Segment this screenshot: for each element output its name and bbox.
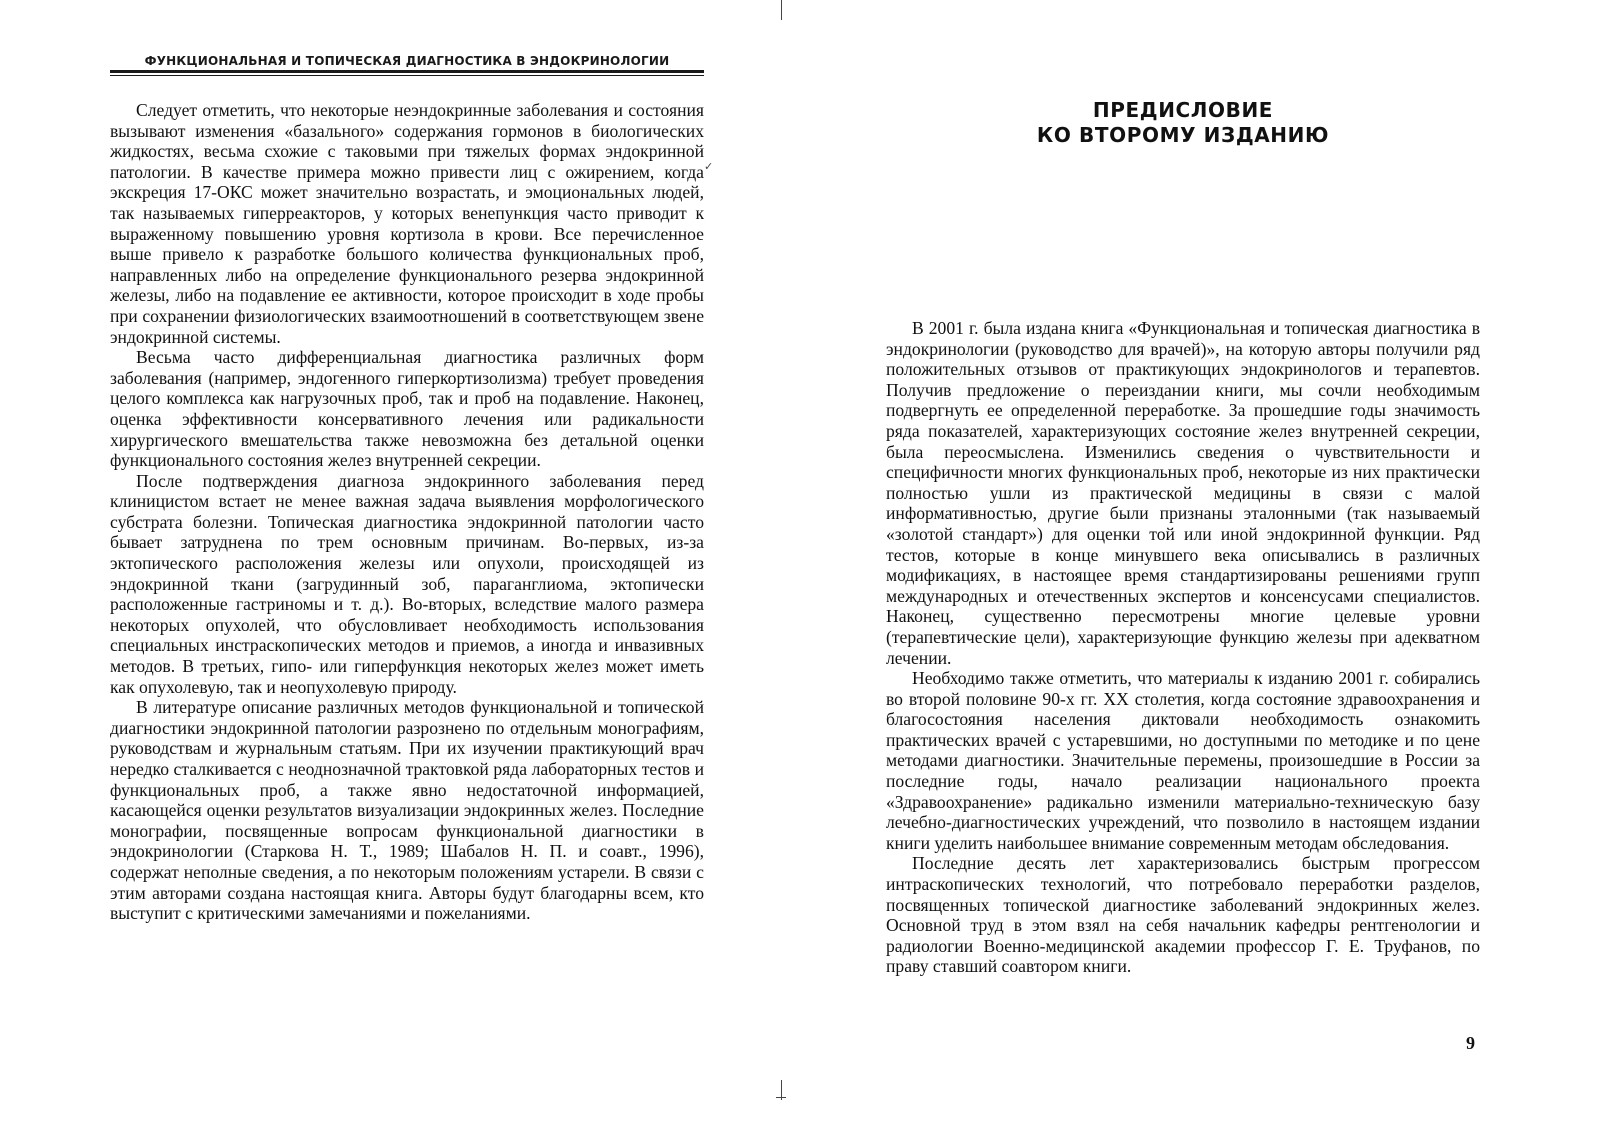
chapter-title-line-1: ПРЕДИСЛОВИЕ	[1092, 98, 1274, 122]
left-page	[110, 0, 704, 1125]
right-page-body	[886, 318, 1480, 977]
gutter-mark-tick	[776, 1097, 786, 1098]
gutter-mark-top	[781, 0, 782, 20]
chapter-title-line-2: КО ВТОРОМУ ИЗДАНИЮ	[1036, 123, 1330, 147]
paragraph: Последние десять лет характеризовались быстрым прогрессом интраскопических технологий, что потребовало переработки разделов, посвященных топической диагностике заболеваний эндокринных желез. Основной труд в этом взял на себя начальник кафедры рентгенологии и радиологии Военно-медицинской академии профессор Г. Е. Труфанов, по праву ставший соавтором книги.	[886, 853, 1480, 977]
right-page	[886, 0, 1480, 1125]
chapter-title	[886, 98, 1480, 148]
running-head-rule-thin	[110, 75, 704, 76]
margin-check-mark: ✓	[704, 160, 714, 173]
running-head-rule	[110, 70, 704, 73]
left-page-body	[110, 100, 704, 924]
paragraph: После подтверждения диагноза эндокринного заболевания перед клиницистом встает не менее важная задача выявления морфологического субстрата болезни. Топическая диагностика эндокринной патологии часто бывает затруднена по трем основным причинам. Во-первых, из-за эктопического расположения железы или опухоли, происходящей из эндокринной ткани (загрудинный зоб, параганглиома, эктопически расположенные гастриномы и т. д.). Во-вторых, вследствие малого размера некоторых опухолей, что обусловливает необходимость использования специальных инстраскопических методов и приемов, а иногда и инвазивных методов. В третьих, гипо- или гиперфункция некоторых желез может иметь как опухолевую, так и неопухолевую природу.	[110, 470, 704, 697]
paragraph: Необходимо также отметить, что материалы к изданию 2001 г. собирались во второй половине 90-х гг. XX столетия, когда состояние здравоохранения и благосостояния населения диктовали необходимость ознакомить практических врачей с устаревшими, но доступными по методике и по цене методами диагностики. Значительные перемены, произошедшие в России за последние годы, начало реализации национального проекта «Здравоохранение» радикально изменили материально-техническую базу лечебно-диагностических учреждений, что позволило в настоящем издании книги уделить наибольшее внимание современным методам обследования.	[886, 668, 1480, 853]
running-head: ФУНКЦИОНАЛЬНАЯ И ТОПИЧЕСКАЯ ДИАГНОСТИКА В ЭНДОКРИНОЛОГИИ	[144, 54, 670, 68]
page-number: 9	[1466, 1033, 1475, 1053]
paragraph: В литературе описание различных методов функциональной и топической диагностики эндокринной патологии разрознено по отдельным монографиям, руководствам и журнальным статьям. При их изучении практикующий врач нередко сталкивается с неоднозначной трактовкой ряда лабораторных тестов и функциональных проб, а также явно недостаточной информацией, касающейся оценки результатов визуализации эндокринных желез. Последние монографии, посвященные вопросам функциональной диагностики в эндокринологии (Старкова Н. Т., 1989; Шабалов Н. П. и соавт., 1996), содержат неполные сведения, а по некоторым положениям устарели. В связи с этим авторами создана настоящая книга. Авторы будут благодарны всем, кто выступит с критическими замечаниями и пожеланиями.	[110, 697, 704, 924]
paragraph: Следует отметить, что некоторые неэндокринные заболевания и состояния вызывают изменения «базального» содержания гормонов в биологических жидкостях, весьма схожие с таковыми при тяжелых формах эндокринной патологии. В качестве примера можно привести лиц с ожирением, когда экскреция 17-ОКС может значительно возрастать, и эмоциональных людей, так называемых гиперреакторов, у которых венепункция часто приводит к выраженному повышению уровня кортизола в крови. Все перечисленное выше привело к разработке большого количества функциональных проб, направленных либо на определение функционального резерва эндокринной железы, либо на подавление ее активности, которое происходит в ходе пробы при сохранении физиологических взаимоотношений в соответствующем звене эндокринной системы.	[110, 100, 704, 347]
paragraph: Весьма часто дифференциальная диагностика различных форм заболевания (например, эндогенного гиперкортизолизма) требует проведения целого комплекса как нагрузочных проб, так и проб на подавление. Наконец, оценка эффективности консервативного лечения или радикальности хирургического вмешательства также невозможна без детальной оценки функционального состояния желез внутренней секреции.	[110, 347, 704, 471]
paragraph: В 2001 г. была издана книга «Функциональная и топическая диагностика в эндокринологии (руководство для врачей)», на которую авторы получили ряд положительных отзывов от практикующих эндокринологов и терапевтов. Получив предложение о переиздании книги, мы сочли необходимым подвергнуть ее определенной переработке. За прошедшие годы значимость ряда показателей, характеризующих состояние желез внутренней секреции, была переосмыслена. Изменились сведения о чувствительности и специфичности многих функциональных проб, некоторые из них практически полностью ушли из практической медицины в связи с малой информативностью, другие были признаны эталонными (так называемый «золотой стандарт») для оценки той или иной эндокринной функции. Ряд тестов, которые в конце минувшего века описывались в различных модификациях, в настоящее время стандартизированы решениями групп международных и отечественных экспертов и консенсусами специалистов. Наконец, существенно пересмотрены многие целевые уровни (терапевтические цели), характеризующие функцию железы при адекватном лечении.	[886, 318, 1480, 668]
